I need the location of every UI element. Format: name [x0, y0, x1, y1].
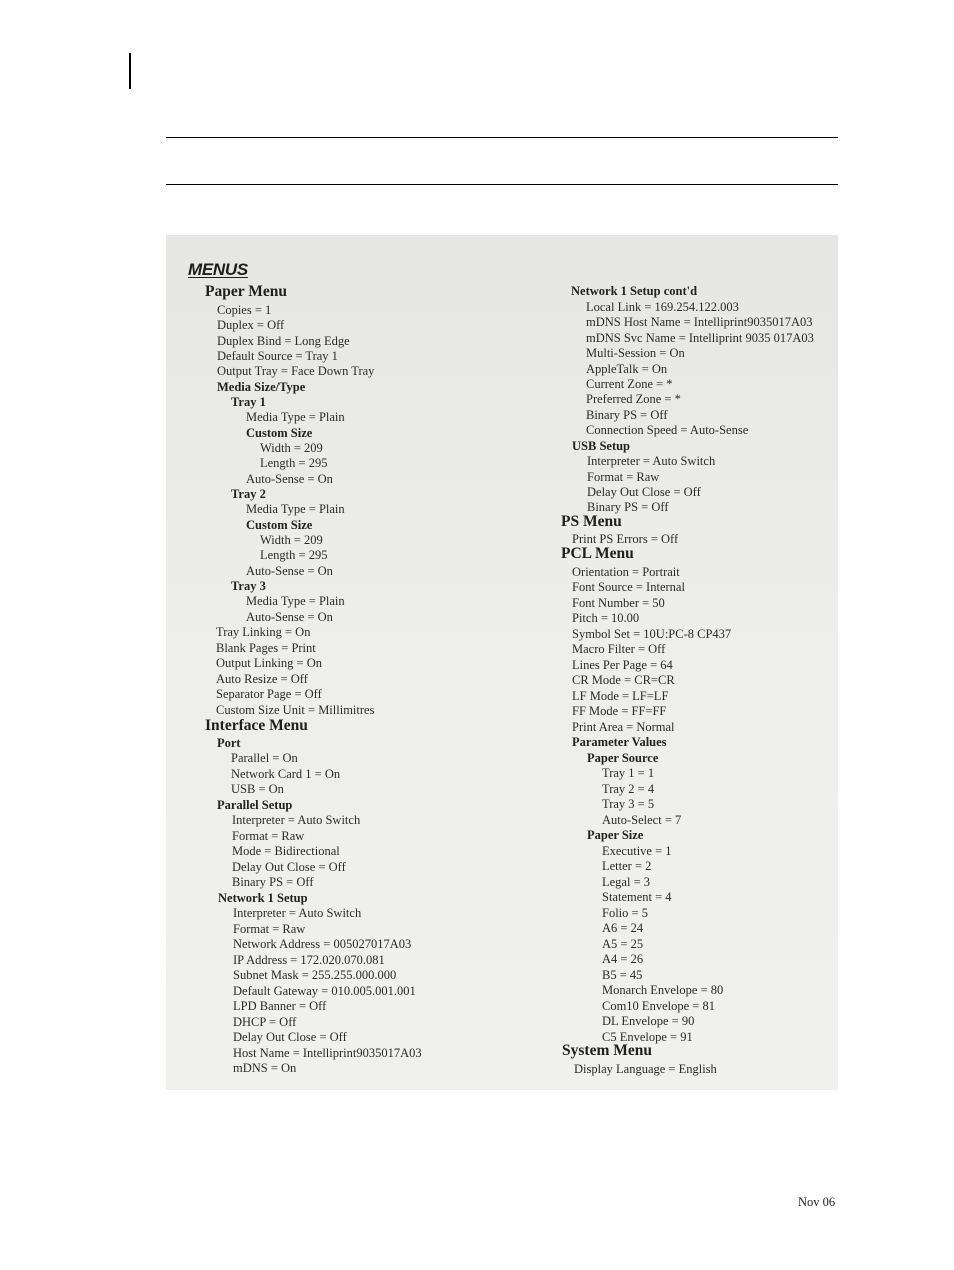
- menu-setting: IP Address = 172.020.070.081: [233, 953, 385, 967]
- menu-setting: Media Type = Plain: [246, 594, 345, 608]
- menu-setting: C5 Envelope = 91: [602, 1030, 693, 1044]
- menu-setting: Default Source = Tray 1: [217, 349, 338, 363]
- menu-setting: Custom Size Unit = Millimitres: [216, 703, 375, 717]
- menu-map-scan: [166, 235, 838, 1090]
- menu-setting: mDNS Svc Name = Intelliprint 9035 017A03: [586, 331, 814, 345]
- menu-setting: Local Link = 169.254.122.003: [586, 300, 739, 314]
- menu-setting: Interpreter = Auto Switch: [233, 906, 362, 920]
- menu-setting: Mode = Bidirectional: [232, 844, 340, 858]
- menu-setting: A4 = 26: [602, 952, 644, 966]
- menu-setting: LPD Banner = Off: [233, 999, 327, 1013]
- menu-setting: Display Language = English: [574, 1062, 717, 1076]
- menu-setting: Binary PS = Off: [232, 875, 314, 889]
- menu-setting: Delay Out Close = Off: [232, 860, 346, 874]
- menu-setting: Folio = 5: [602, 906, 648, 920]
- margin-change-bar: [129, 53, 131, 89]
- menu-setting: Auto Resize = Off: [216, 672, 308, 686]
- menu-setting: Orientation = Portrait: [572, 565, 680, 579]
- menu-setting: Delay Out Close = Off: [233, 1030, 347, 1044]
- menu-setting: Auto-Sense = On: [246, 472, 333, 486]
- menu-setting: Print Area = Normal: [572, 720, 675, 734]
- menus-title: MENUS: [188, 260, 248, 279]
- menu-setting: DL Envelope = 90: [602, 1014, 695, 1028]
- header-rule-top: [166, 137, 838, 138]
- menu-setting: Monarch Envelope = 80: [602, 983, 724, 997]
- menu-setting: Letter = 2: [602, 859, 652, 873]
- menu-setting: Copies = 1: [217, 303, 272, 317]
- menu-setting: Auto-Sense = On: [246, 564, 333, 578]
- submenu-heading: Tray 1: [231, 395, 266, 409]
- menu-setting: Binary PS = Off: [587, 500, 669, 514]
- menu-setting: Media Type = Plain: [246, 502, 345, 516]
- menu-setting: Length = 295: [260, 548, 328, 562]
- menu-setting: Executive = 1: [602, 844, 672, 858]
- menu-heading: PCL Menu: [561, 545, 634, 562]
- menu-setting: Duplex Bind = Long Edge: [217, 334, 350, 348]
- menu-setting: Output Tray = Face Down Tray: [217, 364, 375, 378]
- submenu-heading: Paper Source: [587, 751, 659, 765]
- menu-setting: Tray Linking = On: [216, 625, 311, 639]
- submenu-heading: Parallel Setup: [217, 798, 293, 812]
- menu-setting: USB = On: [231, 782, 284, 796]
- menu-setting: B5 = 45: [602, 968, 643, 982]
- menu-setting: Legal = 3: [602, 875, 651, 889]
- menu-setting: Font Source = Internal: [572, 580, 685, 594]
- menu-setting: Interpreter = Auto Switch: [232, 813, 361, 827]
- menu-setting: Blank Pages = Print: [216, 641, 316, 655]
- menu-setting: Macro Filter = Off: [572, 642, 666, 656]
- menu-setting: Format = Raw: [233, 922, 306, 936]
- menu-setting: Com10 Envelope = 81: [602, 999, 715, 1013]
- menu-setting: Format = Raw: [232, 829, 305, 843]
- menu-setting: Auto-Sense = On: [246, 610, 333, 624]
- menu-setting: Default Gateway = 010.005.001.001: [233, 984, 416, 998]
- menu-setting: Lines Per Page = 64: [572, 658, 673, 672]
- menu-setting: Subnet Mask = 255.255.000.000: [233, 968, 397, 982]
- footer-date: Nov 06: [798, 1195, 836, 1209]
- menu-setting: Parallel = On: [231, 751, 298, 765]
- header-rule-bottom: [166, 184, 838, 185]
- menu-setting: Output Linking = On: [216, 656, 323, 670]
- submenu-heading: USB Setup: [572, 439, 631, 453]
- menu-setting: Tray 2 = 4: [602, 782, 655, 796]
- submenu-heading: Network 1 Setup: [218, 891, 308, 905]
- menu-heading: System Menu: [562, 1042, 652, 1059]
- menu-setting: Auto-Select = 7: [602, 813, 682, 827]
- menu-setting: Print PS Errors = Off: [572, 532, 679, 546]
- menu-setting: Multi-Session = On: [586, 346, 685, 360]
- submenu-heading: Paper Size: [587, 828, 644, 842]
- menu-setting: CR Mode = CR=CR: [572, 673, 675, 687]
- submenu-heading: Network 1 Setup cont'd: [571, 284, 698, 298]
- menu-setting: Connection Speed = Auto-Sense: [586, 423, 749, 437]
- menu-setting: Binary PS = Off: [586, 408, 668, 422]
- menu-setting: A5 = 25: [602, 937, 644, 951]
- submenu-heading: Parameter Values: [572, 735, 667, 749]
- submenu-heading: Custom Size: [246, 426, 313, 440]
- menu-setting: Length = 295: [260, 456, 328, 470]
- submenu-heading: Tray 3: [231, 579, 266, 593]
- menu-setting: Pitch = 10.00: [572, 611, 640, 625]
- menu-heading: Paper Menu: [205, 283, 287, 300]
- menu-setting: Network Card 1 = On: [231, 767, 341, 781]
- menu-heading: PS Menu: [561, 513, 622, 530]
- menu-setting: Symbol Set = 10U:PC-8 CP437: [572, 627, 732, 641]
- menu-setting: mDNS Host Name = Intelliprint9035017A03: [586, 315, 813, 329]
- menu-setting: mDNS = On: [233, 1061, 297, 1075]
- menu-setting: Tray 3 = 5: [602, 797, 655, 811]
- menu-setting: Current Zone = *: [586, 377, 673, 391]
- menu-setting: AppleTalk = On: [586, 362, 668, 376]
- menu-setting: Media Type = Plain: [246, 410, 345, 424]
- menu-setting: Width = 209: [260, 533, 323, 547]
- menu-setting: Statement = 4: [602, 890, 672, 904]
- menu-setting: Delay Out Close = Off: [587, 485, 701, 499]
- menu-setting: Separator Page = Off: [216, 687, 322, 701]
- menu-setting: DHCP = Off: [233, 1015, 297, 1029]
- menu-setting: Network Address = 005027017A03: [233, 937, 412, 951]
- submenu-heading: Custom Size: [246, 518, 313, 532]
- menu-setting: Width = 209: [260, 441, 323, 455]
- menu-setting: Tray 1 = 1: [602, 766, 655, 780]
- menu-setting: Preferred Zone = *: [586, 392, 681, 406]
- menu-setting: Duplex = Off: [217, 318, 285, 332]
- submenu-heading: Tray 2: [231, 487, 266, 501]
- menu-setting: LF Mode = LF=LF: [572, 689, 669, 703]
- menu-setting: Format = Raw: [587, 470, 660, 484]
- menu-heading: Interface Menu: [205, 717, 308, 734]
- submenu-heading: Port: [217, 736, 241, 750]
- menu-setting: Font Number = 50: [572, 596, 665, 610]
- submenu-heading: Media Size/Type: [217, 380, 306, 394]
- menu-setting: FF Mode = FF=FF: [572, 704, 667, 718]
- menu-setting: A6 = 24: [602, 921, 644, 935]
- menu-setting: Host Name = Intelliprint9035017A03: [233, 1046, 422, 1060]
- menu-setting: Interpreter = Auto Switch: [587, 454, 716, 468]
